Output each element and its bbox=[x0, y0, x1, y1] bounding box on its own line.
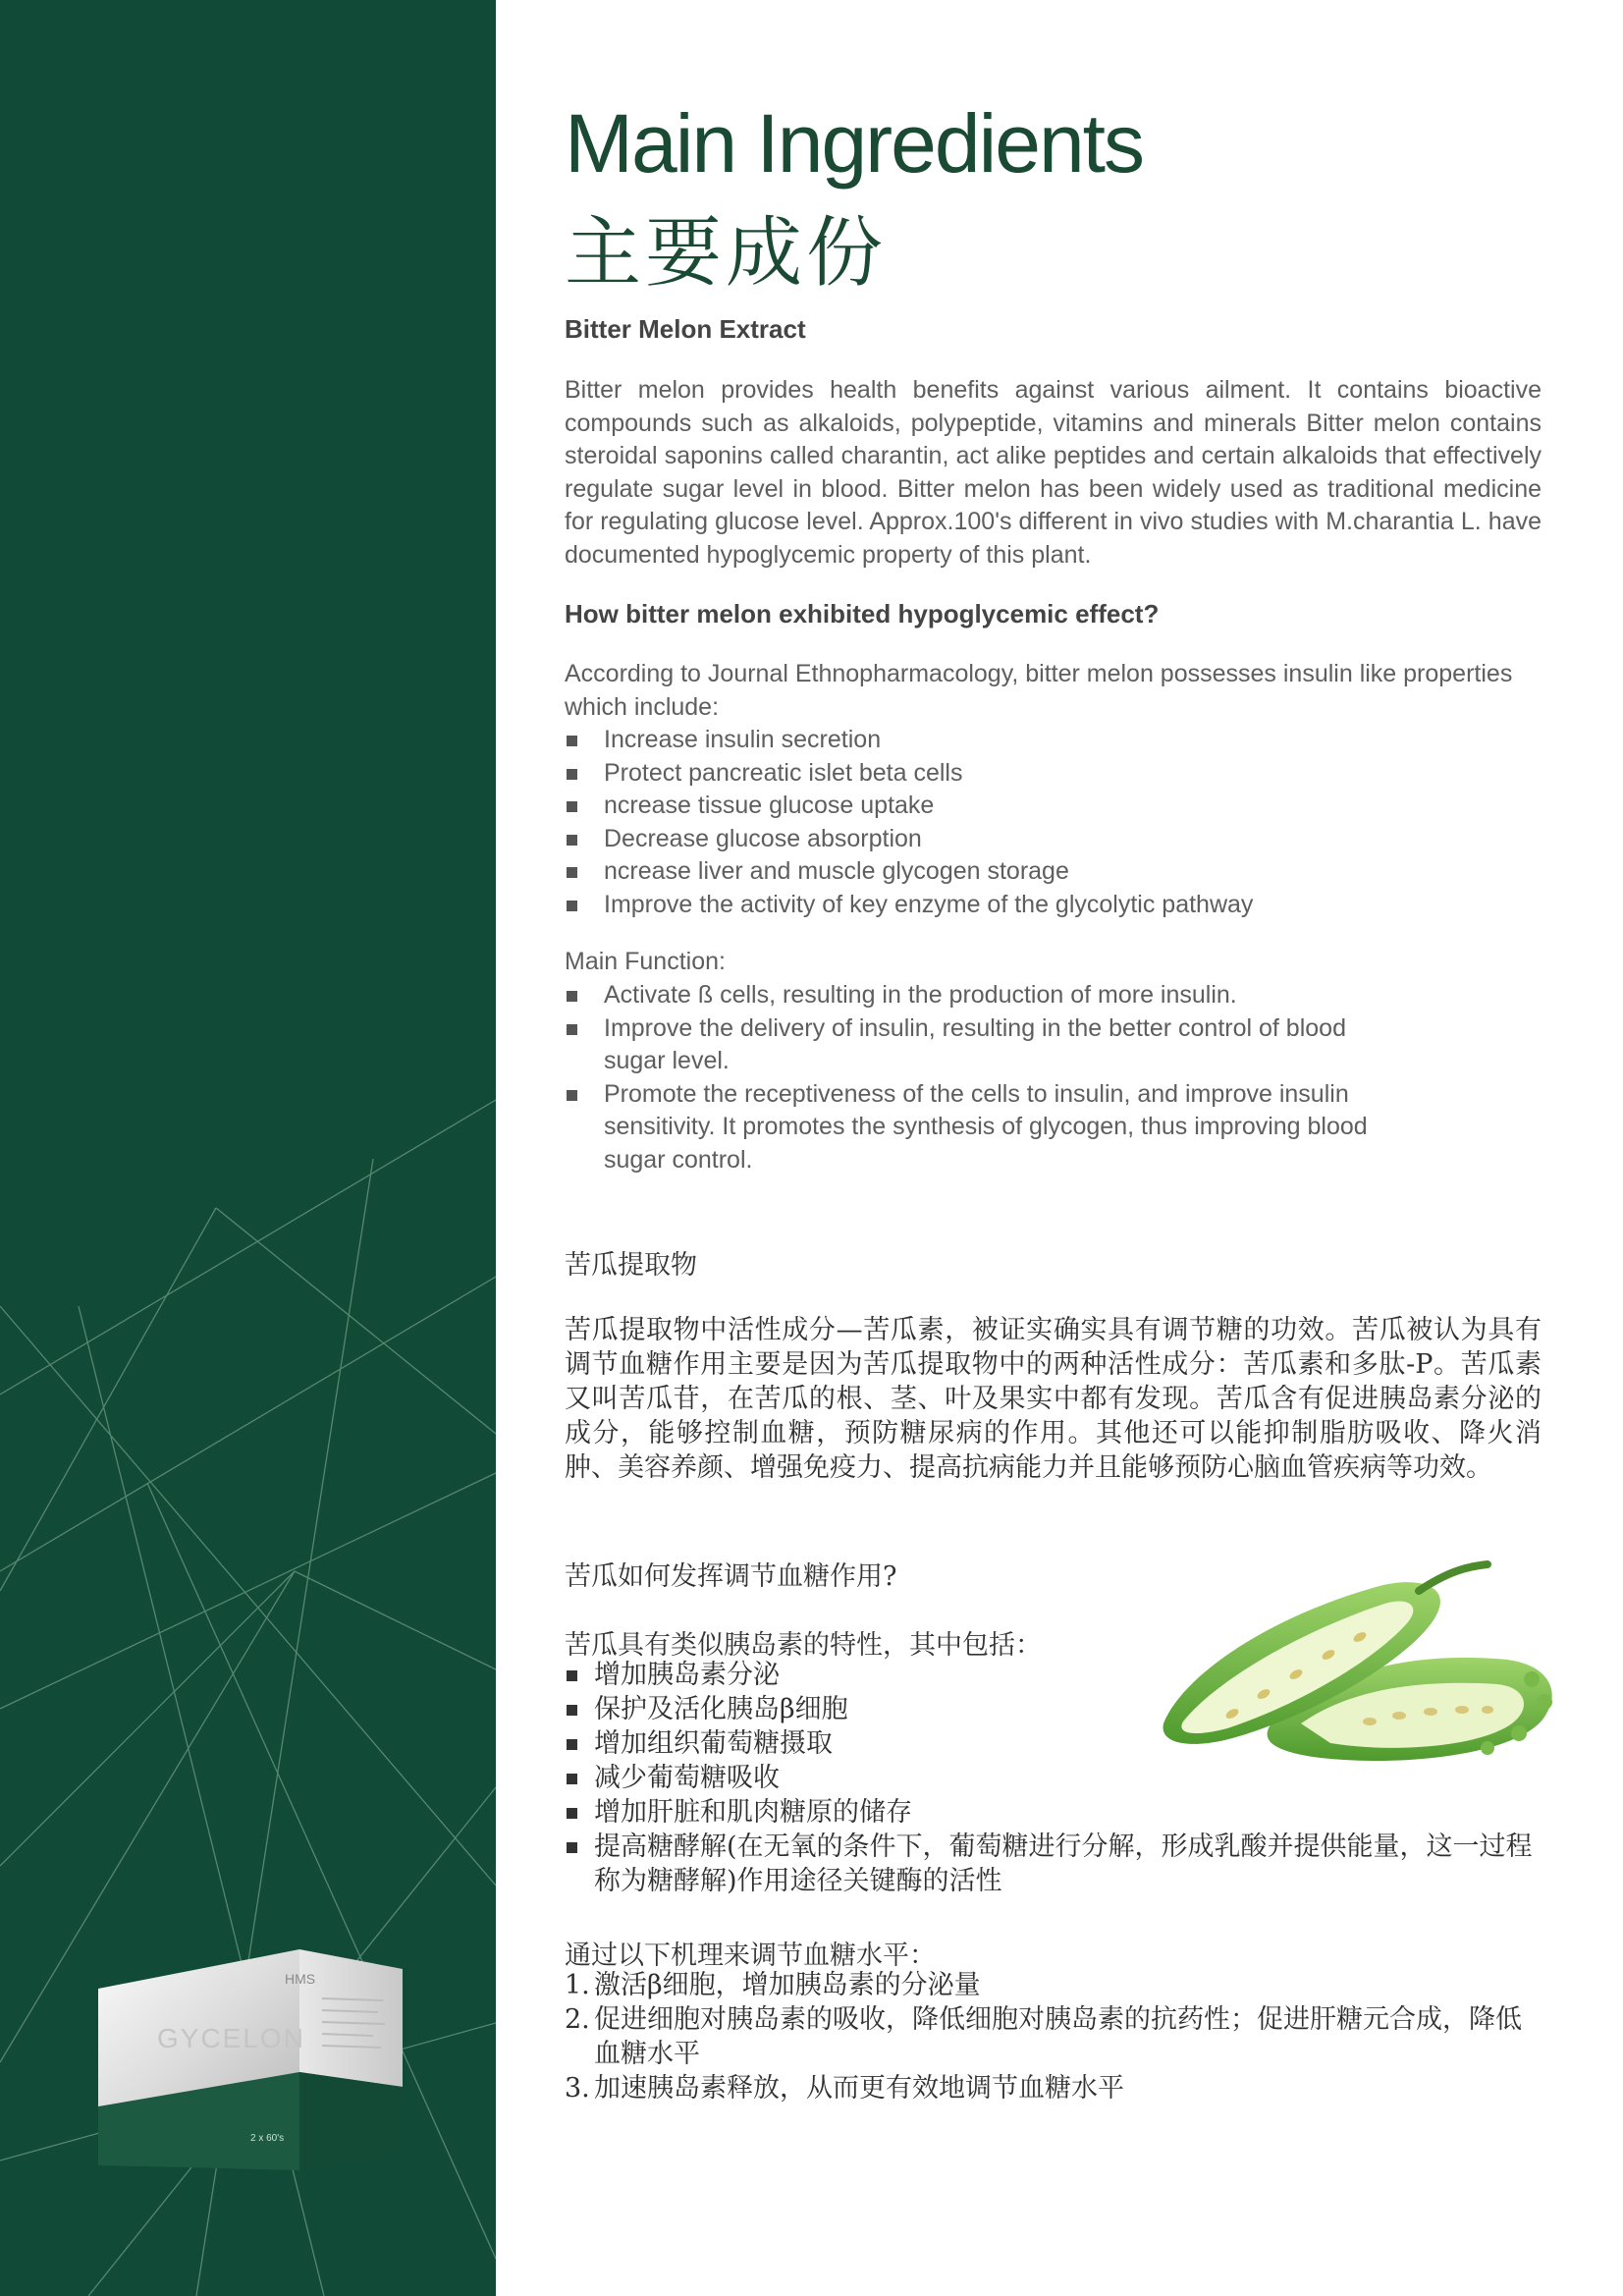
product-count: 2 x 60's bbox=[250, 2133, 285, 2144]
product-brand: HMS bbox=[285, 1971, 316, 1987]
list-item: Activate ß cells, resulting in the production of more insulin. bbox=[565, 979, 1409, 1012]
list-item: Improve the activity of key enzyme of the glycolytic pathway bbox=[565, 889, 1448, 922]
page-title-chinese: 主要成份 bbox=[565, 209, 888, 296]
page-title: Main Ingredients bbox=[565, 97, 1144, 190]
product-box-image bbox=[88, 1940, 422, 2175]
list-item: Increase insulin secretion bbox=[565, 724, 1448, 757]
list-item: 提高糖酵解(在无氧的条件下，葡萄糖进行分解，形成乳酸并提供能量，这一过程称为糖酵解)作用途径关键酶的活性 bbox=[565, 1830, 1546, 1898]
bitter-melon-image bbox=[1154, 1557, 1566, 1777]
chinese-properties-intro: 苦瓜具有类似胰岛素的特性，其中包括： bbox=[565, 1630, 1042, 1661]
list-item: Protect pancreatic islet beta cells bbox=[565, 757, 1448, 791]
chinese-heading-hypoglycemic: 苦瓜如何发挥调节血糖作用? bbox=[565, 1561, 897, 1592]
main-function-label: Main Function: bbox=[565, 948, 726, 975]
properties-list bbox=[565, 724, 1448, 921]
list-item: 1. 激活β细胞，增加胰岛素的分泌量 bbox=[565, 1970, 981, 2000]
list-item: 保护及活化胰岛β细胞 bbox=[565, 1692, 1546, 1726]
product-name: GYCELON bbox=[157, 2023, 305, 2053]
chinese-intro-paragraph: 苦瓜提取物中活性成分—苦瓜素，被证实确实具有调节糖的功效。苦瓜被认为具有调节血糖作用主要是因为苦瓜提取物中的两种活性成分：苦瓜素和多肽-P。苦瓜素又叫苦瓜苷，在苦瓜的根、茎、叶及果实中都有发现。苦瓜含有促进胰岛素分泌的成分，能够控制血糖，预防糖尿病的作用。其他还可以能抑制脂肪吸收、降火消肿、美容养颜、增强免疫力、提高抗病能力并且能够预防心脑血管疾病等功效。 bbox=[565, 1315, 1542, 1483]
list-item: 增加胰岛素分泌 bbox=[565, 1658, 1546, 1692]
intro-paragraph: Bitter melon provides health benefits against various ailment. It contains bioactive compounds such as alkaloids, polypeptide, vitamins and minerals Bitter melon contains steroidal saponins called charantin, act alike peptides and certain alkaloids that effectively regulate sugar level in blood. Bitter melon has been widely used as traditional medicine for regulating glucose level. Approx.100's different in vivo studies with M.charantia L. have documented hypoglycemic property of this plant. bbox=[565, 376, 1542, 569]
list-item: 增加肝脏和肌肉糖原的储存 bbox=[565, 1795, 1546, 1830]
chinese-mechanism-label: 通过以下机理来调节血糖水平： bbox=[565, 1941, 936, 1971]
list-item: ncrease tissue glucose uptake bbox=[565, 790, 1448, 823]
list-item: 2. 促进细胞对胰岛素的吸收，降低细胞对胰岛素的抗药性；促进肝糖元合成，降低血糖水平 bbox=[565, 2004, 1522, 2069]
list-item: Decrease glucose absorption bbox=[565, 823, 1448, 856]
functions-list bbox=[565, 979, 1409, 1176]
properties-intro: According to Journal Ethnopharmacology, bitter melon possesses insulin like properties which include: bbox=[565, 660, 1513, 721]
section-heading-hypoglycemic: How bitter melon exhibited hypoglycemic effect? bbox=[565, 599, 1160, 629]
chinese-heading-bitter-melon: 苦瓜提取物 bbox=[565, 1250, 697, 1281]
list-item: ncrease liver and muscle glycogen storage bbox=[565, 855, 1448, 889]
list-item: 3. 加速胰岛素释放，从而更有效地调节血糖水平 bbox=[565, 2073, 1124, 2104]
side-panel bbox=[0, 0, 496, 2296]
chinese-mechanisms-list bbox=[565, 1968, 1546, 2105]
list-item: 减少葡萄糖吸收 bbox=[565, 1761, 1546, 1795]
list-item: 增加组织葡萄糖摄取 bbox=[565, 1726, 1546, 1761]
list-item: Promote the receptiveness of the cells to insulin, and improve insulin sensitivity. It promotes the synthesis of glycogen, thus improving blood sugar control. bbox=[565, 1078, 1409, 1177]
section-heading-bitter-melon: Bitter Melon Extract bbox=[565, 314, 806, 344]
list-item: Improve the delivery of insulin, resulting in the better control of blood sugar level. bbox=[565, 1012, 1409, 1078]
